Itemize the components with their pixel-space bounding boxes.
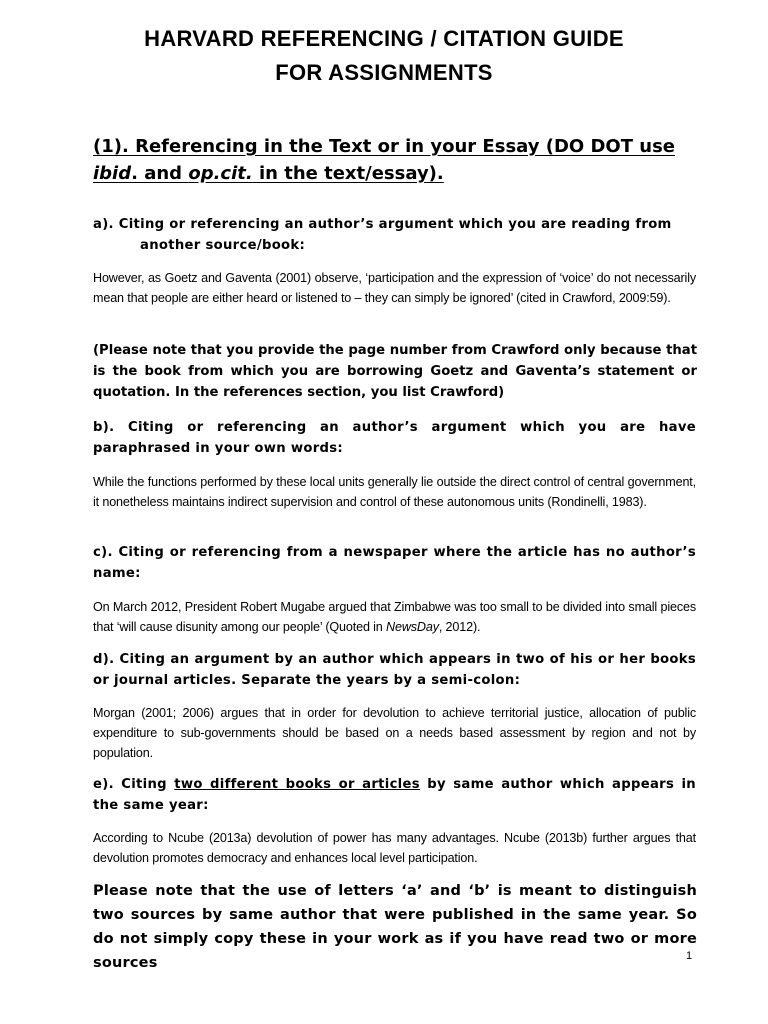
item-a-heading (93, 214, 696, 256)
section-1-heading-text-2: . and (131, 163, 189, 184)
item-c-body (93, 597, 696, 637)
document-title-line-2: FOR ASSIGNMENTS (275, 60, 493, 85)
item-b-heading: b). Citing or referencing an author’s argument which you are have paraphrased in your own words: (93, 420, 696, 456)
section-1-heading-text: (1). Referencing in the Text or in your Essay (DO DOT use (93, 136, 676, 157)
item-e-body: According to Ncube (2013a) devolution of power has many advantages. Ncube (2013b) further argues that devolution promotes democracy and enhances local level participation. (93, 831, 696, 865)
item-a-heading-line-1: a). Citing or referencing an author’s argument which you are reading from (93, 217, 672, 232)
item-e-heading-text-2: by same author which appears in the same year: (93, 777, 696, 813)
item-e-heading-underlined: two different books or articles (174, 777, 420, 792)
item-e-heading-text: e). Citing (93, 777, 175, 792)
section-1-heading-text-3: in the text/essay). (252, 163, 444, 184)
item-d-body: Morgan (2001; 2006) argues that in order for devolution to achieve territorial justice, allocation of public expenditure to sub-governments should be based on a needs based assessment by region and not by population. (93, 706, 696, 760)
item-c-body-text: On March 2012, President Robert Mugabe argued that Zimbabwe was too small to be divided into small pieces that ‘will cause disunity among our people’ (Quoted in (93, 600, 696, 634)
section-1-heading (93, 133, 703, 187)
item-a-note: (Please note that you provide the page number from Crawford only because that is the book from which you are borrowing Goetz and Gaventa’s statement or quotation. In the references section, you list Crawford) (93, 343, 697, 400)
section-1-heading-opcit: op.cit. (188, 163, 253, 184)
item-e-note: Please note that the use of letters ‘a’ and ‘b’ is meant to distinguish two sources by same author that were published in the same year. So do not simply copy these in your work as if you have read two or more sources (93, 883, 697, 971)
item-e-heading (93, 774, 696, 816)
item-a-body: However, as Goetz and Gaventa (2001) observe, ‘participation and the expression of ‘voice’ do not necessarily mean that people are either heard or listened to – they can simply be ignored’ (cited in Crawford, 2009:59). (93, 271, 696, 305)
page-number: 1 (686, 950, 693, 962)
item-b-body: While the functions performed by these local units generally lie outside the direct control of central government, it nonetheless maintains indirect supervision and control of these autonomous units (Rondinelli, 1983). (93, 475, 696, 509)
document-title-line-1: HARVARD REFERENCING / CITATION GUIDE (144, 26, 624, 51)
item-c-body-newspaper: NewsDay (386, 620, 439, 634)
item-c-body-text-2: , 2012). (438, 620, 481, 634)
item-a-heading-line-2: another source/book: (140, 238, 306, 253)
section-1-heading-ibid: ibid (93, 163, 132, 184)
item-c-heading: c). Citing or referencing from a newspaper where the article has no author’s name: (93, 545, 696, 581)
item-d-heading: d). Citing an argument by an author which appears in two of his or her books or journal articles. Separate the years by a semi-colon: (93, 652, 696, 688)
